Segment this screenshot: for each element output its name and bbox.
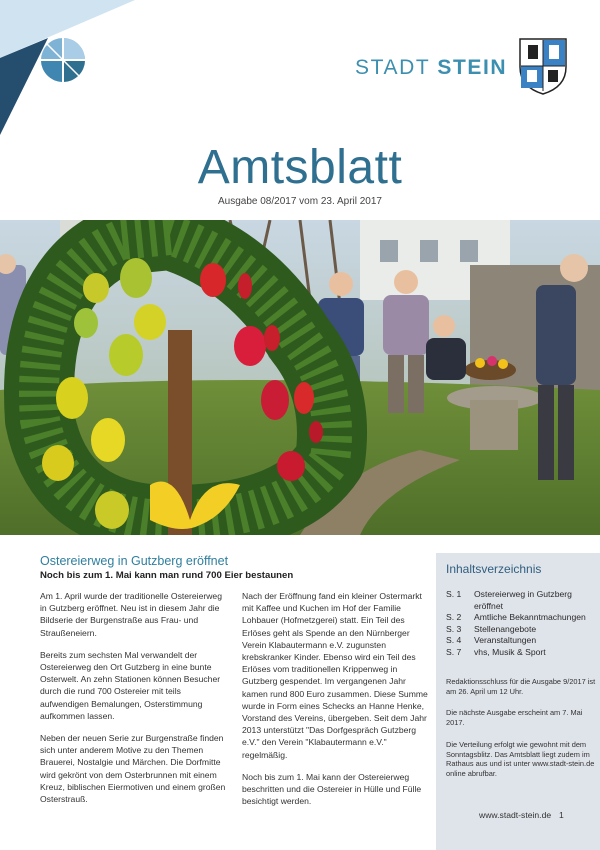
contents-sidebar xyxy=(436,553,600,850)
article-subtitle: Noch bis zum 1. Mai kann man rund 700 Eier bestaunen xyxy=(40,570,294,581)
toc-page xyxy=(446,601,474,613)
deadline-note: Redaktionsschluss für die Ausgabe 9/2017 ist am 26. April um 12 Uhr. xyxy=(446,677,596,696)
issue-line: Ausgabe 08/2017 vom 23. April 2017 xyxy=(217,196,382,207)
cover-photo-easter-wreath xyxy=(0,220,600,535)
toc-label: eröffnet xyxy=(474,600,503,611)
toc-page: S. 7 xyxy=(446,646,462,657)
article-paragraph: Am 1. April wurde der traditionelle Ostereierweg in Gutzberg eröffnet. Neu ist in diesem Jahr die Bildserie der Burgenstraße aus Frau- und Straußeneiern. xyxy=(40,591,222,638)
toc-item[interactable] xyxy=(446,635,596,647)
article-paragraph: Bereits zum sechsten Mal verwandelt der Ostereierweg den Ort Gutzberg in eine bunte Osterwelt. An zehn Stationen können Besucher durch die rund 700 Ostereier mit teils aufwendigen Bemalungen, Osterstimmung aufkommen lassen. xyxy=(40,649,221,721)
distribution-note: Die Verteilung erfolgt wie gewohnt mit dem Sonntagsblitz. Das Amtsblatt liegt zudem im Rathaus aus und ist unter www.stadt-stein.de online abrufbar. xyxy=(446,740,595,778)
toc-item[interactable] xyxy=(446,647,596,659)
city-brand xyxy=(355,56,507,80)
table-of-contents xyxy=(446,589,596,658)
city-crest-icon xyxy=(518,37,568,95)
toc-item[interactable] xyxy=(446,624,596,636)
article-title: Ostereierweg in Gutzberg eröffnet xyxy=(40,554,229,568)
toc-title: Inhaltsverzeichnis xyxy=(446,562,542,576)
article-paragraph: Neben der neuen Serie zur Burgenstraße finden sich unter anderem Motive zu den Themen Brauerei, Nostalgie und Märchen. Die Dorfmitte wird gekrönt von dem Osterbrunnen mit einem Kreuz, biblischen Eiermotiven und einem großen Osterstrauß. xyxy=(40,733,226,805)
article-paragraph: Nach der Eröffnung fand ein kleiner Ostermarkt mit Kaffee und Kuchen im Hof der Familie Lohbauer (Hofmetzgerei) statt. Ein Teil des Erlöses geht als Spende an den Nürnberger Verein Klabautermann e.V. zugunsten krebskranker Kinder. Ebenso wird ein Teil des Erlöses vom traditionellen Krippenweg in Gutzberg gespendet. Im vergangenen Jahr kamen rund 800 Euro zusammen. Diese Summe wurde in Form eines Schecks an Hanne Henke, Vorstand des Vereins, übergeben. Seit dem Jahr 2013 unterstützt "Das Dorfgespräch Gutzberg e.V." den Verein "Klabautermann e.V." regelmäßig. xyxy=(242,591,428,760)
toc-label: vhs, Musik & Sport xyxy=(474,646,546,657)
website-link[interactable]: www.stadt-stein.de xyxy=(479,810,552,820)
article-column-2 xyxy=(242,590,432,817)
toc-label: Stellenangebote xyxy=(474,623,537,634)
toc-label: Amtliche Bekanntmachungen xyxy=(474,612,586,622)
toc-label: Ostereierweg in Gutzberg xyxy=(474,589,572,599)
newsletter-title: Amtsblatt xyxy=(197,141,403,194)
toc-page: S. 3 xyxy=(446,623,462,634)
toc-page: S. 2 xyxy=(446,612,462,622)
toc-item[interactable] xyxy=(446,601,596,613)
brand-word-2: STEIN xyxy=(437,56,508,79)
article-paragraph: Noch bis zum 1. Mai kann der Ostereierweg beschritten und die Ostereier in Hülle und Fülle besichtigt werden. xyxy=(242,771,422,807)
toc-page: S. 1 xyxy=(446,589,462,599)
corner-logo-graphic xyxy=(0,0,140,140)
toc-item[interactable] xyxy=(446,612,596,624)
next-issue-note: Die nächste Ausgabe erscheint am 7. Mai 2017. xyxy=(446,708,583,727)
article-column-1 xyxy=(40,590,230,815)
toc-item[interactable] xyxy=(446,589,596,601)
toc-page: S. 4 xyxy=(446,635,462,645)
toc-label: Veranstaltungen xyxy=(474,635,537,645)
brand-word-1: STADT xyxy=(355,56,430,79)
page-number: 1 xyxy=(559,810,564,820)
